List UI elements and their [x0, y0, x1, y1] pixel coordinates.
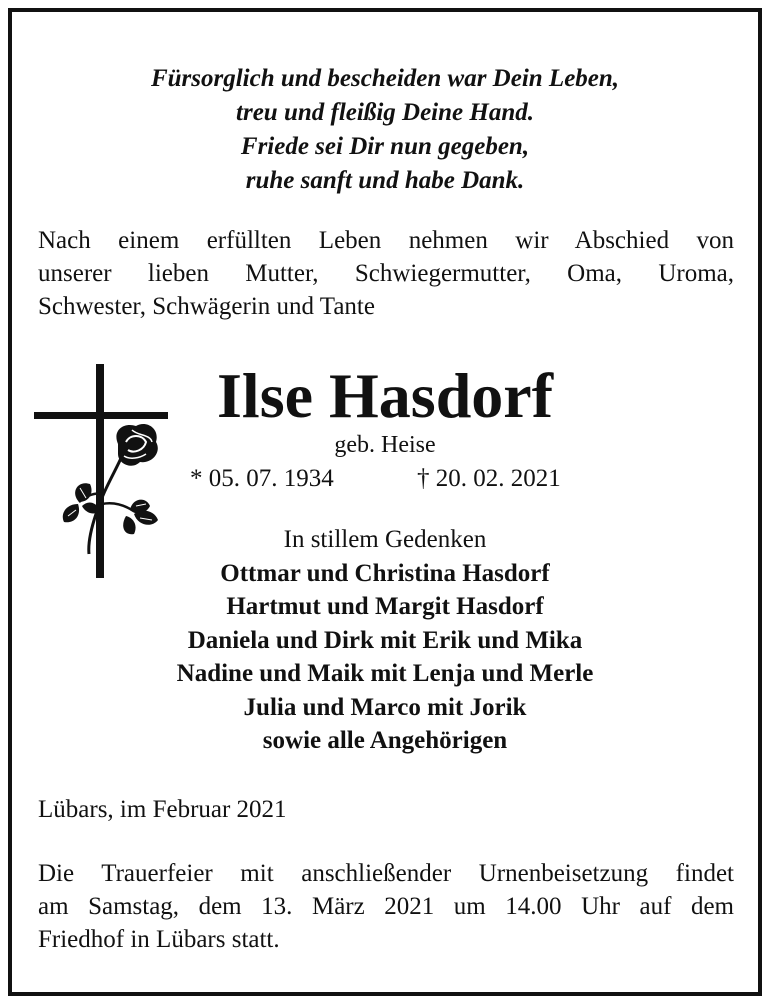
poem-line: Fürsorglich und bescheiden war Dein Leben,: [150, 65, 620, 92]
intro-paragraph: [38, 224, 734, 323]
mourner-entry: Nadine und Maik mit Lenja und Merle: [176, 660, 594, 687]
mourners-heading: In stillem Gedenken: [283, 526, 487, 553]
funeral-line: am Samstag, dem 13. März 2021 um 14.00 Uhr auf dem: [38, 893, 734, 920]
obituary-notice: [8, 8, 762, 996]
death-date: † 20. 02. 2021: [417, 465, 561, 492]
poem-line: treu und fleißig Deine Hand.: [236, 99, 534, 126]
maiden-name: geb. Heise: [334, 432, 436, 458]
funeral-line: Friedhof in Lübars statt.: [38, 926, 280, 953]
funeral-paragraph: [38, 857, 734, 956]
intro-line: unserer lieben Mutter, Schwiegermutter, Oma, Uroma,: [38, 260, 734, 287]
mourner-entry: Daniela und Dirk mit Erik und Mika: [187, 626, 583, 654]
intro-line: Nach einem erfüllten Leben nehmen wir Abschied von: [38, 227, 734, 254]
mourner-entry: sowie alle Angehörigen: [262, 727, 508, 754]
mourners-list: [12, 523, 758, 758]
birth-date: * 05. 07. 1934: [190, 465, 334, 492]
mourner-entry: Hartmut und Margit Hasdorf: [226, 593, 544, 620]
mourner-entry: Ottmar und Christina Hasdorf: [220, 559, 550, 587]
poem-line: ruhe sanft und habe Dank.: [245, 167, 525, 194]
poem-line: Friede sei Dir nun gegeben,: [240, 133, 530, 160]
intro-line: Schwester, Schwägerin und Tante: [38, 293, 375, 320]
memorial-poem: [12, 62, 758, 198]
mourner-entry: Julia und Marco mit Jorik: [243, 693, 527, 721]
place-date: Lübars, im Februar 2021: [38, 796, 287, 823]
deceased-name: Ilse Hasdorf: [217, 360, 553, 431]
funeral-line: Die Trauerfeier mit anschließender Urnenbeisetzung findet: [38, 860, 734, 887]
